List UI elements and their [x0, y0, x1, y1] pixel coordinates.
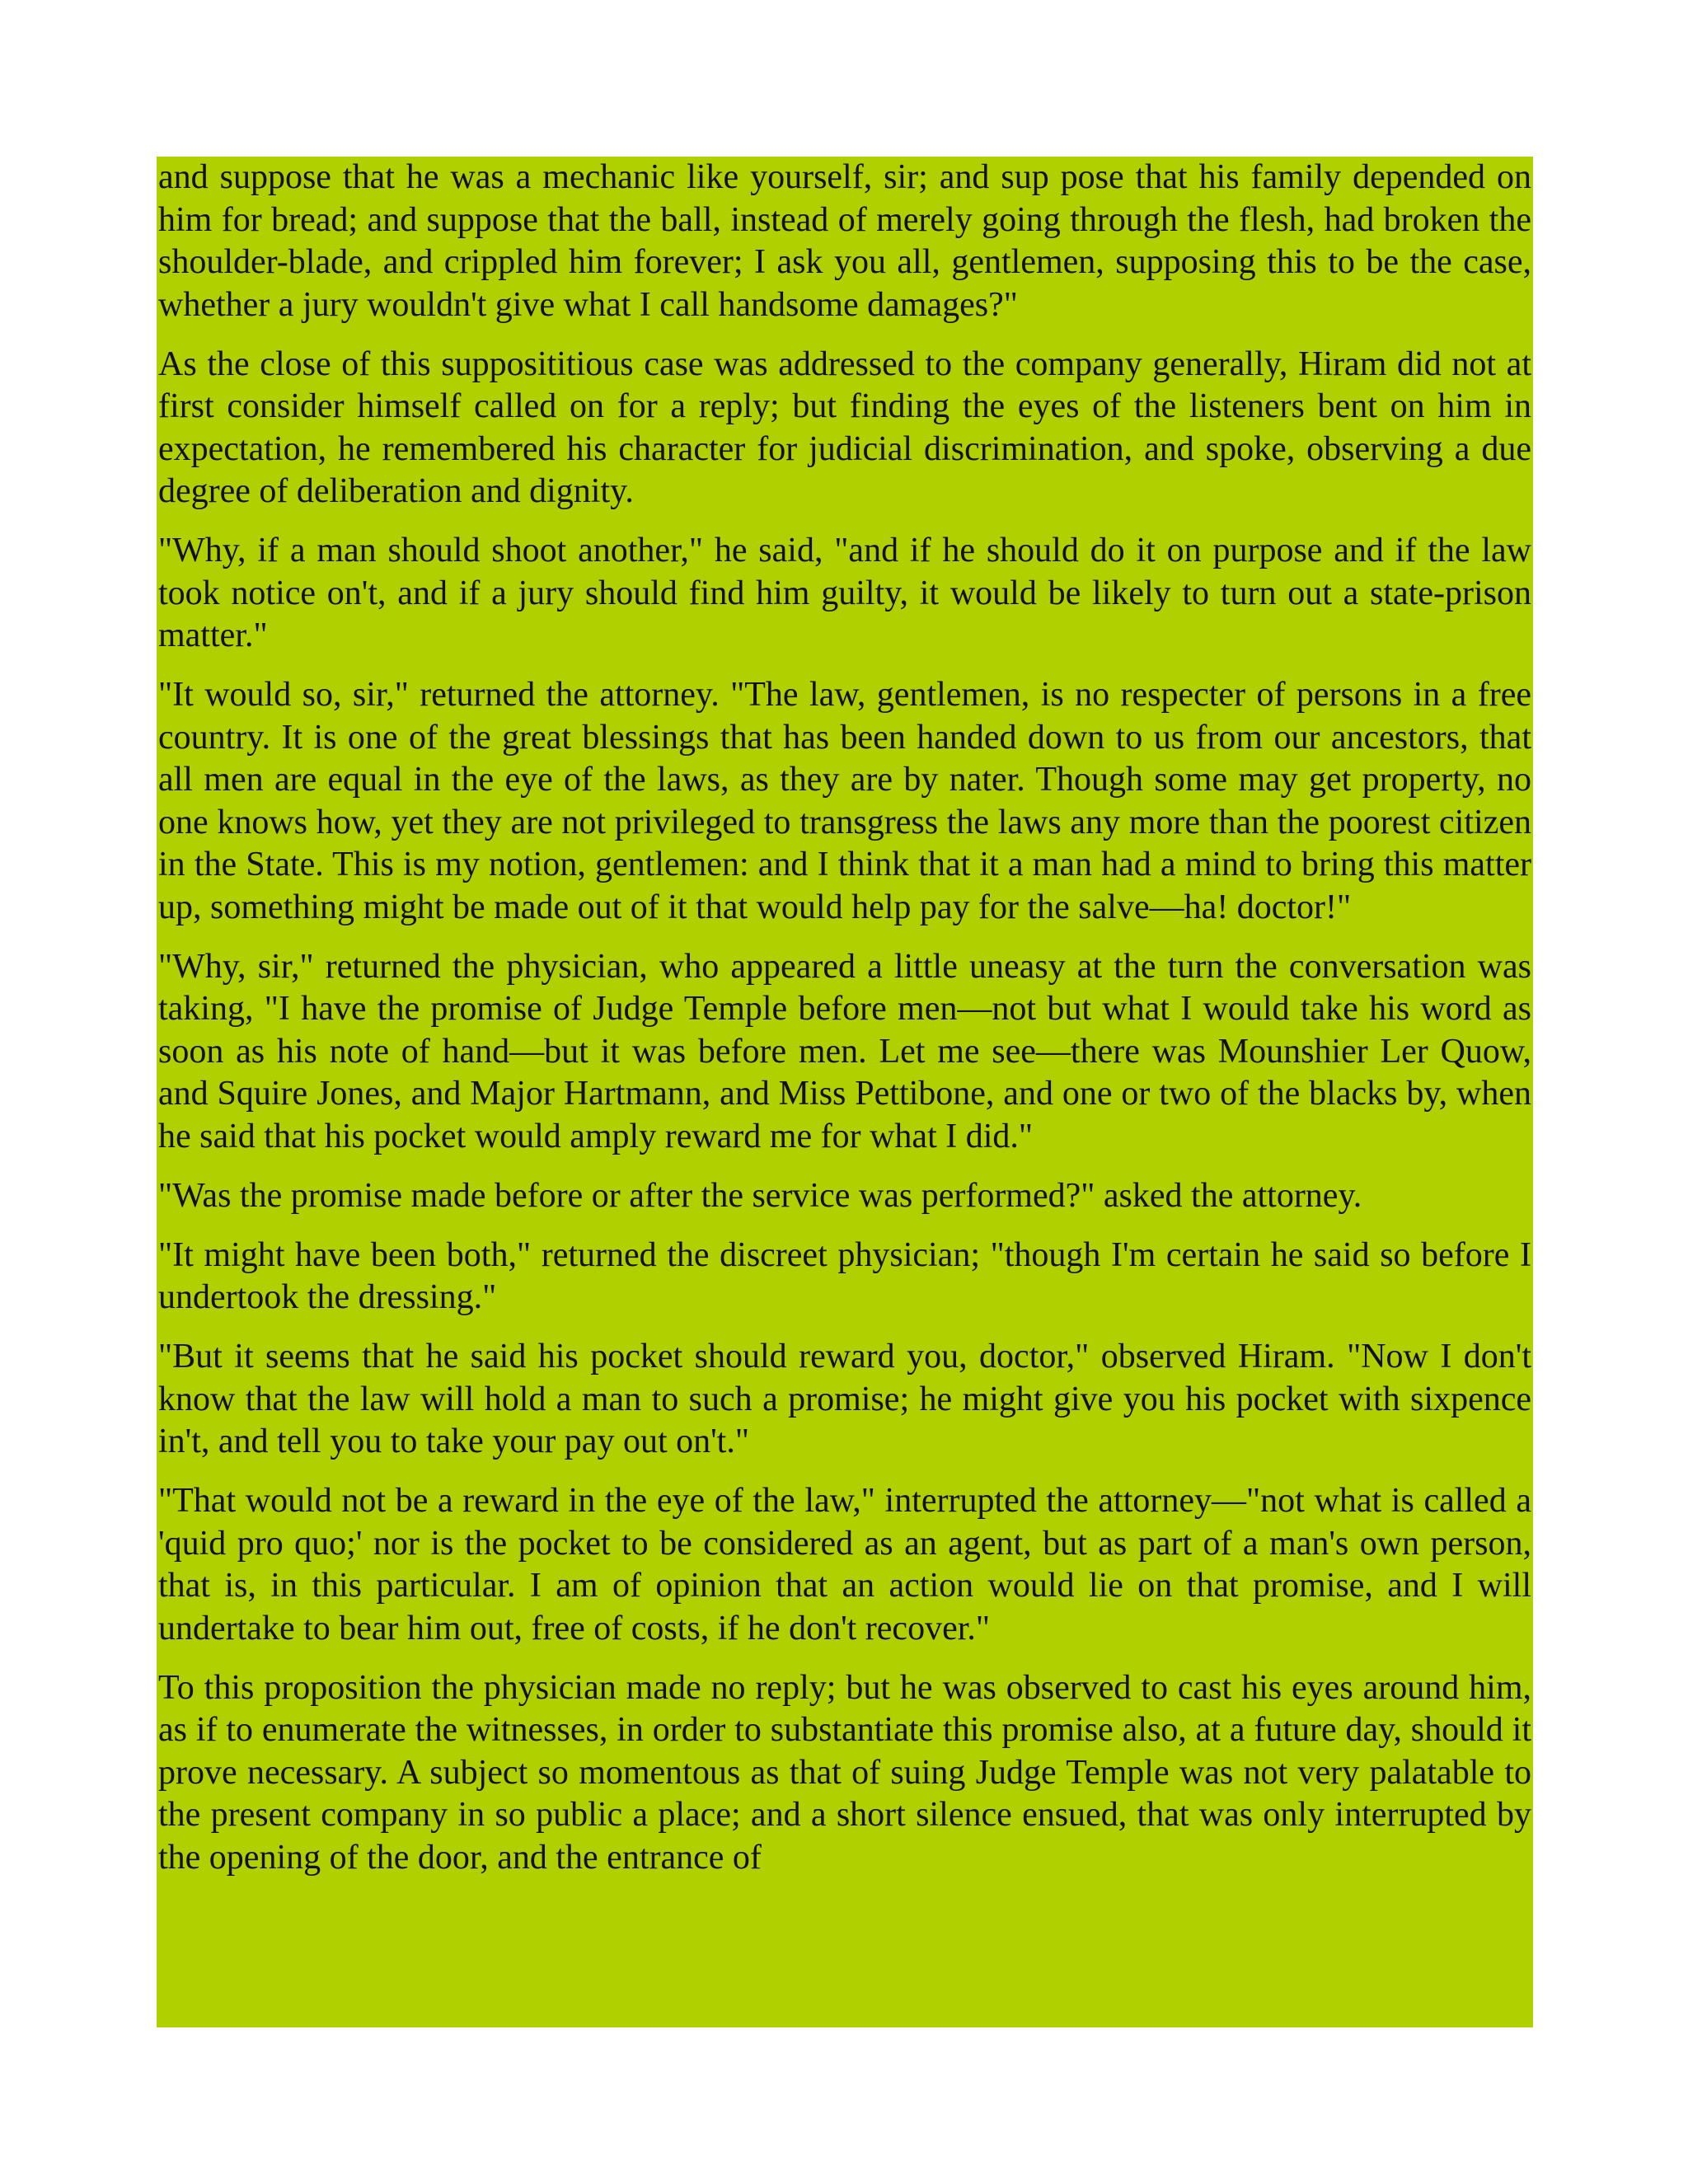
- text-block: [157, 157, 1533, 2027]
- paragraph: "It would so, sir," returned the attorney. "The law, gentlemen, is no respecter of persons in a free country. It is one of the great blessings that has been handed down to us from our ancestors, that all men are equal in the eye of the laws, as they are by nater. Though some may get property, no one knows how, yet they are not privileged to transgress the laws any more than the poorest citizen in the State. This is my notion, gentlemen: and I think that it a man had a mind to bring this matter up, something might be made out of it that would help pay for the salve—ha! doctor!": [158, 676, 1531, 926]
- paragraph: "Why, if a man should shoot another," he said, "and if he should do it on purpose and if the law took notice on't, and if a jury should find him guilty, it would be likely to turn out a state-prison matter.": [158, 532, 1531, 654]
- paragraph: "That would not be a reward in the eye of the law," interrupted the attorney—"not what is called a 'quid pro quo;' nor is the pocket to be considered as an agent, but as part of a man's own person, that is, in this particular. I am of opinion that an action would lie on that promise, and I will undertake to bear him out, free of costs, if he don't recover.": [158, 1482, 1531, 1647]
- paragraph: As the close of this supposititious case was addressed to the company generally, Hiram did not at first consider himself called on for a reply; but finding the eyes of the listeners bent on him in expectation, he remembered his character for judicial discrimination, and spoke, observing a due degree of deliberation and dignity.: [158, 344, 1531, 510]
- paragraph: "Was the promise made before or after the service was performed?" asked the attorney.: [158, 1176, 1362, 1215]
- paragraph: "But it seems that he said his pocket should reward you, doctor," observed Hiram. "Now I don't know that the law will hold a man to such a promise; he might give you his pocket with sixpence in't, and tell you to take your pay out on't.": [158, 1338, 1531, 1460]
- paragraph: To this proposition the physician made no reply; but he was observed to cast his eyes around him, as if to enumerate the witnesses, in order to substantiate this promise also, at a future day, should it prove necessary. A subject so momentous as that of suing Judge Temple was not very palatable to the present company in so public a place; and a short silence ensued, that was only interrupted by the opening of the door, and the entrance of: [158, 1668, 1531, 1877]
- paragraph: "Why, sir," returned the physician, who appeared a little uneasy at the turn the conversation was taking, "I have the promise of Judge Temple before men—not but what I would take his word as soon as his note of hand—but it was before men. Let me see—there was Mounshier Ler Quow, and Squire Jones, and Major Hartmann, and Miss Pettibone, and one or two of the blacks by, when he said that his pocket would amply reward me for what I did.": [158, 947, 1531, 1155]
- paragraph: and suppose that he was a mechanic like yourself, sir; and sup pose that his family depended on him for bread; and suppose that the ball, instead of merely going through the flesh, had broken the shoulder-blade, and crippled him forever; I ask you all, gentlemen, supposing this to be the case, whether a jury wouldn't give what I call handsome damages?": [158, 158, 1531, 324]
- paragraph: "It might have been both," returned the discreet physician; "though I'm certain he said so before I undertook the dressing.": [158, 1235, 1531, 1316]
